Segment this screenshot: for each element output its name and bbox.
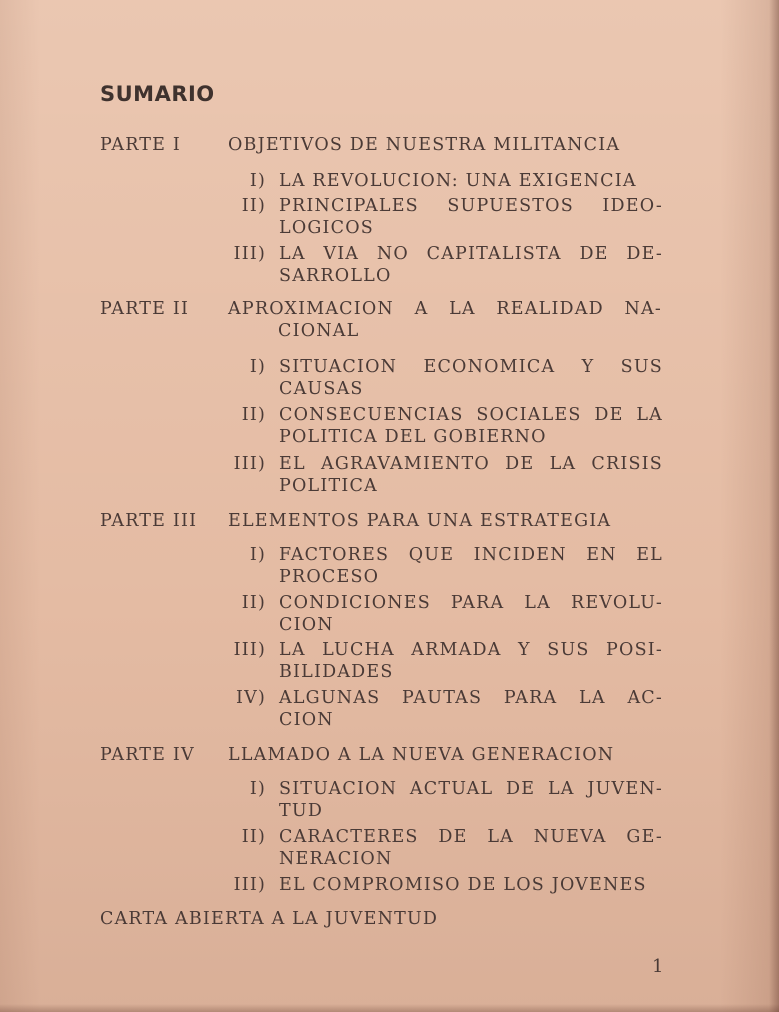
toc-item [216, 592, 663, 636]
item-number: II) [241, 593, 266, 613]
item-number: I) [249, 357, 266, 377]
item-number: III) [233, 454, 266, 474]
item-title-line: PROCESO [279, 567, 380, 587]
toc-item [216, 195, 663, 239]
item-title-line: TUD [279, 801, 324, 821]
part-title-line: LLAMADO A LA NUEVA GENERACION [228, 745, 615, 765]
toc-item [216, 874, 663, 896]
item-title-line: LA VIA NO CAPITALISTA DE DE- [279, 244, 663, 264]
item-number: II) [241, 196, 266, 216]
open-letter-entry: CARTA ABIERTA A LA JUVENTUD [100, 909, 439, 929]
item-number: II) [241, 405, 266, 425]
item-number: III) [233, 244, 266, 264]
item-title-line: NERACION [279, 849, 393, 869]
part-label: PARTE II [100, 299, 190, 319]
item-number: IV) [236, 688, 266, 708]
toc-item [216, 687, 663, 731]
item-title-line: POLITICA DEL GOBIERNO [279, 427, 547, 447]
item-title-line: CAUSAS [279, 379, 364, 399]
part-label: PARTE III [100, 511, 198, 531]
part-label: PARTE IV [100, 745, 195, 765]
item-title-line: CION [279, 710, 334, 730]
part-title [228, 744, 662, 766]
toc-item [216, 356, 663, 400]
item-title-line: CONSECUENCIAS SOCIALES DE LA [279, 405, 663, 425]
toc-item [216, 170, 663, 192]
item-number: III) [233, 875, 266, 895]
item-title-line: SITUACION ACTUAL DE LA JUVEN- [279, 779, 663, 799]
page-number: 1 [652, 956, 664, 977]
item-title-line: EL AGRAVAMIENTO DE LA CRISIS [279, 454, 663, 474]
item-number: I) [249, 171, 266, 191]
part-4 [100, 744, 700, 768]
item-title-line: SARROLLO [279, 266, 392, 286]
item-number: II) [241, 827, 266, 847]
item-title-line: LA REVOLUCION: UNA EXIGENCIA [279, 171, 637, 191]
item-title-line: ALGUNAS PAUTAS PARA LA AC- [279, 688, 663, 708]
item-number: I) [249, 545, 266, 565]
toc-item [216, 404, 663, 448]
part-title [228, 134, 662, 156]
part-title [228, 510, 662, 532]
item-title-line: LOGICOS [279, 218, 374, 238]
part-label: PARTE I [100, 135, 181, 155]
page-edge-shadow [769, 0, 779, 1012]
part-2 [100, 298, 700, 344]
toc-item [216, 453, 663, 497]
toc-item [216, 778, 663, 822]
item-title-line: POLITICA [279, 476, 378, 496]
part-title-line: ELEMENTOS PARA UNA ESTRATEGIA [228, 511, 612, 531]
toc-item [216, 639, 663, 683]
toc-item [216, 826, 663, 870]
item-number: III) [233, 640, 266, 660]
item-number: I) [249, 779, 266, 799]
part-title-line: APROXIMACION A LA REALIDAD NA- [228, 299, 662, 319]
part-3 [100, 510, 700, 534]
item-title-line: BILIDADES [279, 662, 394, 682]
page-bottom-shadow [0, 1004, 779, 1012]
item-title [279, 170, 663, 192]
item-title-line: EL COMPROMISO DE LOS JOVENES [279, 875, 647, 895]
item-title-line: CARACTERES DE LA NUEVA GE- [279, 827, 663, 847]
part-title-line: CIONAL [278, 321, 360, 341]
part-1 [100, 134, 700, 158]
item-title-line: CONDICIONES PARA LA REVOLU- [279, 593, 663, 613]
summary-heading: SUMARIO [100, 82, 215, 106]
toc-item [216, 544, 663, 588]
item-title-line: LA LUCHA ARMADA Y SUS POSI- [279, 640, 663, 660]
toc-item [216, 243, 663, 287]
item-title-line: CION [279, 615, 334, 635]
item-title-line: SITUACION ECONOMICA Y SUS [279, 357, 663, 377]
item-title-line: FACTORES QUE INCIDEN EN EL [279, 545, 663, 565]
part-title-line: OBJETIVOS DE NUESTRA MILITANCIA [228, 135, 621, 155]
item-title-line: PRINCIPALES SUPUESTOS IDEO- [279, 196, 663, 216]
